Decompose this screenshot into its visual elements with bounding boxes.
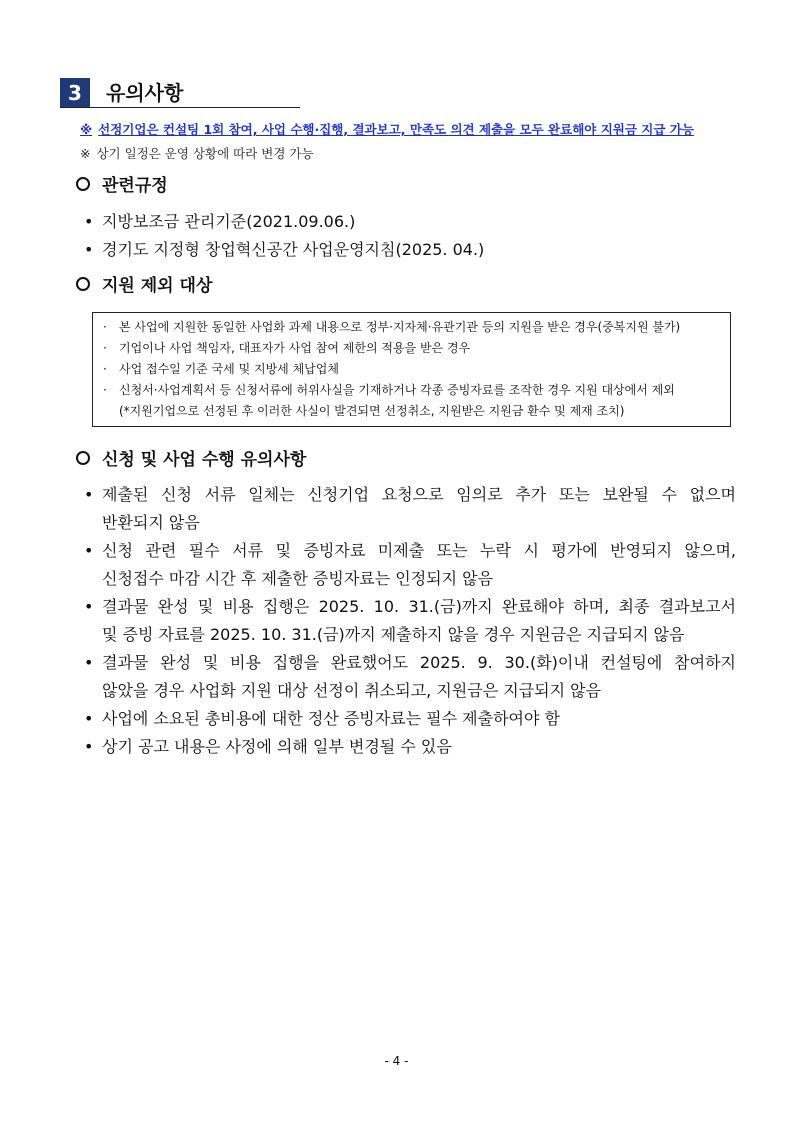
bullet-icon: • xyxy=(84,485,94,504)
section-underline xyxy=(60,107,300,108)
note-highlight xyxy=(80,121,694,139)
subheading-exclusions: 지원 제외 대상 xyxy=(76,274,212,298)
bullet-icon: · xyxy=(103,341,107,355)
subheading-cautions: 신청 및 사업 수행 유의사항 xyxy=(76,448,306,472)
caution-item: • 상기 공고 내용은 사정에 의해 일부 변경될 수 있음 xyxy=(84,733,736,761)
bullet-icon: · xyxy=(103,320,107,334)
bullet-icon: • xyxy=(84,653,94,672)
bullet-icon: · xyxy=(103,362,107,376)
circle-bullet-icon xyxy=(76,451,90,465)
exclusion-item: · 본 사업에 지원한 동일한 사업화 과제 내용으로 정부·지자체·유관기관 등의 지원을 받은 경우(중복지원 불가) xyxy=(103,317,730,338)
section-header xyxy=(60,78,300,108)
bullet-icon: • xyxy=(84,709,94,728)
bullet-icon: • xyxy=(84,737,94,756)
reference-mark: ※ xyxy=(80,146,91,161)
bullet-icon: • xyxy=(84,597,94,616)
cautions-list xyxy=(84,481,736,761)
reference-mark: ※ xyxy=(80,122,93,137)
caution-item: • 사업에 소요된 총비용에 대한 정산 증빙자료는 필수 제출하여야 함 xyxy=(84,705,736,733)
note-text: 상기 일정은 운영 상황에 따라 변경 가능 xyxy=(96,146,314,161)
section-title: 유의사항 xyxy=(106,81,184,105)
note-schedule xyxy=(80,145,314,163)
circle-bullet-icon xyxy=(76,277,90,291)
caution-item: • 결과물 완성 및 비용 집행을 완료했어도 2025. 9. 30.(화)이내 컨설팅에 참여하지 않았을 경우 사업화 지원 대상 선정이 취소되고, 지원금은 지급되지 않음 xyxy=(84,649,736,705)
caution-item: • 결과물 완성 및 비용 집행은 2025. 10. 31.(금)까지 완료해야 하며, 최종 결과보고서 및 증빙 자료를 2025. 10. 31.(금)까지 제출하지 않을 경우 지원금은 지급되지 않음 xyxy=(84,593,736,649)
caution-item: • 신청 관련 필수 서류 및 증빙자료 미제출 또는 누락 시 평가에 반영되지 않으며, 신청접수 마감 시간 후 제출한 증빙자료는 인정되지 않음 xyxy=(84,537,736,593)
exclusion-item: · 사업 접수일 기준 국세 및 지방세 체납업체 xyxy=(103,359,730,380)
bullet-icon: • xyxy=(84,212,94,231)
exclusion-item: · 기업이나 사업 책임자, 대표자가 사업 참여 제한의 적용을 받은 경우 xyxy=(103,338,730,359)
regulation-item: • 경기도 지정형 창업혁신공간 사업운영지침(2025. 04.) xyxy=(84,238,484,262)
exclusion-item: · 신청서·사업계획서 등 신청서류에 허위사실을 기재하거나 각종 증빙자료를 조작한 경우 지원 대상에서 제외 xyxy=(103,380,730,401)
note-text: 선정기업은 컨설팅 1회 참여, 사업 수행·집행, 결과보고, 만족도 의견 제출을 모두 완료해야 지원금 지급 가능 xyxy=(98,122,694,137)
circle-bullet-icon xyxy=(76,177,90,191)
bullet-icon: · xyxy=(103,383,107,397)
exclusions-box xyxy=(92,312,731,427)
bullet-icon: • xyxy=(84,541,94,560)
bullet-icon: • xyxy=(84,240,94,259)
page-number: - 4 - xyxy=(384,1054,409,1068)
exclusion-subnote: (*지원기업으로 선정된 후 이러한 사실이 발견되면 선정취소, 지원받은 지원금 환수 및 제재 조치) xyxy=(119,404,625,418)
caution-item: • 제출된 신청 서류 일체는 신청기업 요청으로 임의로 추가 또는 보완될 수 없으며 반환되지 않음 xyxy=(84,481,736,537)
subheading-regulations: 관련규정 xyxy=(76,174,168,198)
section-number: 3 xyxy=(60,78,90,108)
regulation-item: • 지방보조금 관리기준(2021.09.06.) xyxy=(84,210,355,234)
